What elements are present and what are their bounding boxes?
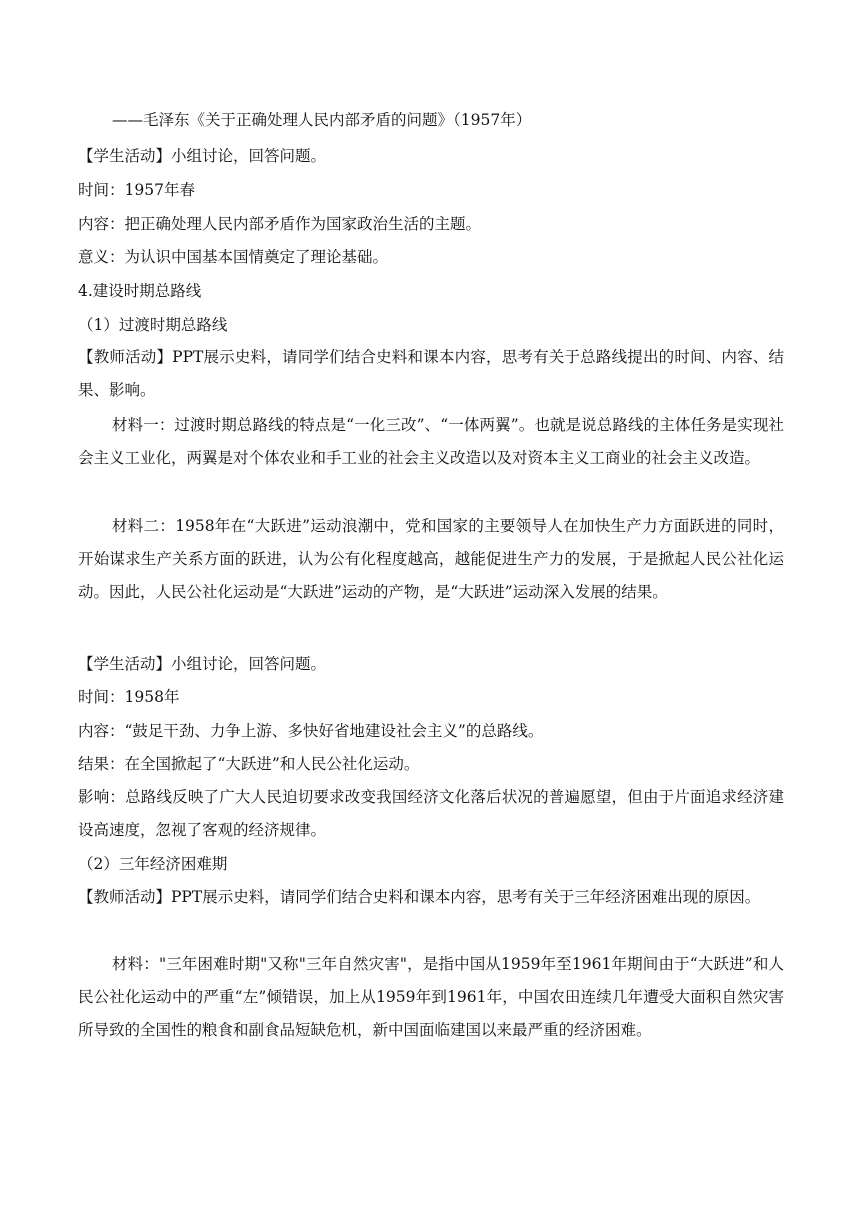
time-1: 时间：1957年春: [78, 181, 195, 199]
subsection-heading-1: （1）过渡时期总路线: [78, 316, 228, 334]
content-2: 内容：“鼓足干劲、力争上游、多快好省地建设社会主义”的总路线。: [78, 722, 544, 740]
material-3: 材料："三年困难时期"又称"三年自然灾害"，是指中国从1959年至1961年期间由于“大跃进”和人民公社化运动中的严重“左”倾错误，加上从1959年到1961年，中国农田连续几年遭受大面积自然灾害所导致的全国性的粮食和副食品短缺危机，新中国面临建国以来最严重的经济困难。: [78, 955, 784, 1039]
content-1: 内容：把正确处理人民内部矛盾作为国家政治生活的主题。: [78, 215, 482, 233]
subsection-heading-2: （2）三年经济困难期: [78, 855, 228, 873]
teacher-activity-1: 【教师活动】PPT展示史料，请同学们结合史料和课本内容，思考有关于总路线提出的时间、内容、结果、影响。: [78, 348, 784, 399]
time-2: 时间：1958年: [78, 688, 180, 706]
section-heading-4: 4.建设时期总路线: [78, 282, 202, 300]
result-2: 结果：在全国掀起了“大跃进”和人民公社化运动。: [78, 755, 420, 773]
quote-source: ——毛泽东《关于正确处理人民内部矛盾的问题》（1957年）: [112, 111, 532, 129]
material-1: 材料一：过渡时期总路线的特点是“一化三改”、“一体两翼”。也就是说总路线的主体任务是实现社会主义工业化，两翼是对个体农业和手工业的社会主义改造以及对资本主义工商业的社会主义改造。: [78, 416, 784, 467]
student-activity-1: 【学生活动】小组讨论，回答问题。: [78, 147, 327, 165]
impact-2: 影响：总路线反映了广大人民迫切要求改变我国经济文化落后状况的普遍愿望，但由于片面追求经济建设高速度，忽视了客观的经济规律。: [78, 788, 784, 839]
material-2: 材料二：1958年在“大跃进”运动浪潮中，党和国家的主要领导人在加快生产力方面跃进的同时，开始谋求生产关系方面的跃进，认为公有化程度越高，越能促进生产力的发展，于是掀起人民公社化运动。因此，人民公社化运动是“大跃进”运动的产物，是“大跃进”运动深入发展的结果。: [78, 517, 784, 601]
teacher-activity-2: 【教师活动】PPT展示史料，请同学们结合史料和课本内容，思考有关于三年经济困难出现的原因。: [78, 888, 761, 906]
significance-1: 意义：为认识中国基本国情奠定了理论基础。: [78, 248, 389, 266]
student-activity-2: 【学生活动】小组讨论，回答问题。: [78, 655, 327, 673]
